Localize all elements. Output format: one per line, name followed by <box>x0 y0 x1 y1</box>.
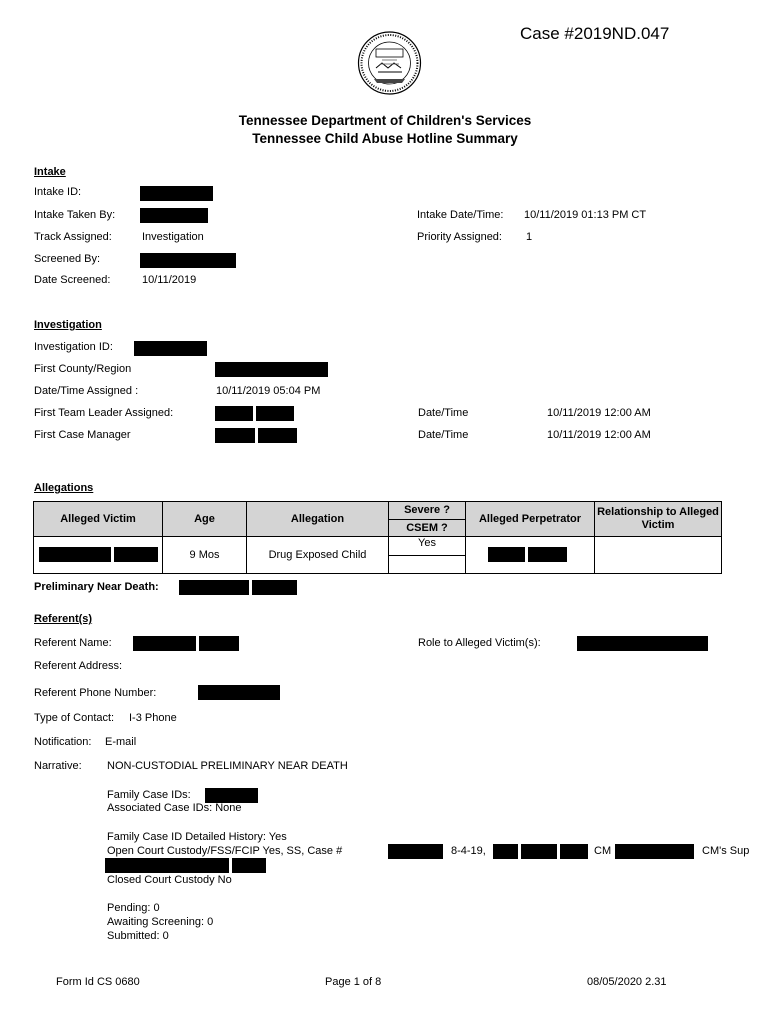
col-alleged-victim: Alleged Victim <box>34 502 163 537</box>
open-court-custody: Open Court Custody/FSS/FCIP Yes, SS, Case # <box>107 845 343 857</box>
notification-value: E-mail <box>105 736 137 748</box>
submitted-count: Submitted: 0 <box>107 930 169 942</box>
associated-case-ids: Associated Case IDs: None <box>107 802 242 814</box>
cell-perpetrator <box>466 537 595 574</box>
redaction <box>198 685 280 700</box>
col-alleged-perpetrator: Alleged Perpetrator <box>466 502 595 537</box>
col-severe: Severe ? <box>389 502 466 520</box>
col-age: Age <box>163 502 247 537</box>
priority-label: Priority Assigned: <box>417 231 502 243</box>
print-date: 08/05/2020 2.31 <box>587 976 667 988</box>
cell-relationship <box>595 537 722 574</box>
redaction <box>140 208 208 223</box>
date-screened-value: 10/11/2019 <box>142 274 197 286</box>
cell-csem <box>389 555 466 574</box>
col-csem: CSEM ? <box>389 519 466 537</box>
redaction <box>232 858 266 873</box>
referent-address-label: Referent Address: <box>34 660 123 672</box>
redaction <box>388 844 443 859</box>
form-id: Form Id CS 0680 <box>56 976 140 988</box>
case-manager-datetime-value: 10/11/2019 12:00 AM <box>547 429 651 441</box>
title-department: Tennessee Department of Children's Services <box>238 113 532 128</box>
intake-id-label: Intake ID: <box>34 186 82 198</box>
redaction <box>140 186 213 201</box>
notification-label: Notification: <box>34 736 92 748</box>
role-to-victim-label: Role to Alleged Victim(s): <box>418 637 541 649</box>
intake-datetime-label: Intake Date/Time: <box>417 209 504 221</box>
redaction <box>39 547 111 562</box>
contact-type-label: Type of Contact: <box>34 712 115 724</box>
intake-taken-by-label: Intake Taken By: <box>34 209 116 221</box>
redaction <box>114 547 158 562</box>
narrative-value: NON-CUSTODIAL PRELIMINARY NEAR DEATH <box>107 760 348 772</box>
redaction <box>215 406 253 421</box>
cm-sup-label: CM's Sup <box>702 845 750 857</box>
investigation-heading: Investigation <box>34 319 102 331</box>
priority-value: 1 <box>526 231 533 243</box>
redaction <box>134 341 207 356</box>
screened-by-label: Screened By: <box>34 253 101 265</box>
redaction <box>615 844 694 859</box>
allegations-heading: Allegations <box>34 482 94 494</box>
col-relationship: Relationship to Alleged Victim <box>595 502 722 537</box>
closed-court-custody: Closed Court Custody No <box>107 874 232 886</box>
redaction <box>215 428 255 443</box>
redaction <box>105 858 229 873</box>
county-region-label: First County/Region <box>34 363 132 375</box>
track-assigned-value: Investigation <box>142 231 204 243</box>
redaction <box>256 406 294 421</box>
case-manager-datetime-label: Date/Time <box>418 429 469 441</box>
intake-datetime-value: 10/11/2019 01:13 PM CT <box>524 209 647 221</box>
redaction <box>258 428 297 443</box>
redaction <box>521 844 557 859</box>
referents-heading: Referent(s) <box>34 613 93 625</box>
redaction <box>140 253 236 268</box>
pending-count: Pending: 0 <box>107 902 160 914</box>
case-number: Case #2019ND.047 <box>520 24 670 43</box>
cell-age: 9 Mos <box>163 537 247 574</box>
redaction <box>179 580 249 595</box>
referent-phone-label: Referent Phone Number: <box>34 687 157 699</box>
team-leader-datetime-label: Date/Time <box>418 407 469 419</box>
allegations-table <box>33 501 722 574</box>
narrative-label: Narrative: <box>34 760 82 772</box>
table-header-row <box>34 502 722 520</box>
redaction <box>488 547 525 562</box>
col-allegation: Allegation <box>247 502 389 537</box>
datetime-assigned-value: 10/11/2019 05:04 PM <box>216 385 321 397</box>
date-screened-label: Date Screened: <box>34 274 111 286</box>
redaction <box>133 636 196 651</box>
referent-name-label: Referent Name: <box>34 637 112 649</box>
title-summary: Tennessee Child Abuse Hotline Summary <box>252 131 518 146</box>
cm-label: CM <box>594 845 612 857</box>
redaction <box>205 788 258 803</box>
redaction <box>493 844 518 859</box>
cell-severe: Yes <box>389 537 466 556</box>
datetime-assigned-label: Date/Time Assigned : <box>34 385 139 397</box>
redaction <box>560 844 588 859</box>
redaction <box>199 636 239 651</box>
investigation-id-label: Investigation ID: <box>34 341 113 353</box>
cell-victim <box>34 537 163 574</box>
team-leader-label: First Team Leader Assigned: <box>34 407 174 419</box>
family-case-ids: Family Case IDs: <box>107 789 191 801</box>
detailed-history: Family Case ID Detailed History: Yes <box>107 831 287 843</box>
team-leader-datetime-value: 10/11/2019 12:00 AM <box>547 407 651 419</box>
intake-heading: Intake <box>34 166 66 178</box>
case-date-fragment: 8-4-19, <box>451 845 486 857</box>
near-death-label: Preliminary Near Death: <box>34 581 159 593</box>
cell-allegation: Drug Exposed Child <box>247 537 389 574</box>
redaction <box>577 636 708 651</box>
case-manager-label: First Case Manager <box>34 429 131 441</box>
track-assigned-label: Track Assigned: <box>34 231 112 243</box>
page-number: Page 1 of 8 <box>325 976 382 988</box>
table-row <box>34 537 722 556</box>
redaction <box>528 547 567 562</box>
contact-type-value: I-3 Phone <box>129 712 177 724</box>
awaiting-screening-count: Awaiting Screening: 0 <box>107 916 214 928</box>
redaction <box>252 580 297 595</box>
tennessee-seal-icon <box>356 22 423 104</box>
redaction <box>215 362 328 377</box>
